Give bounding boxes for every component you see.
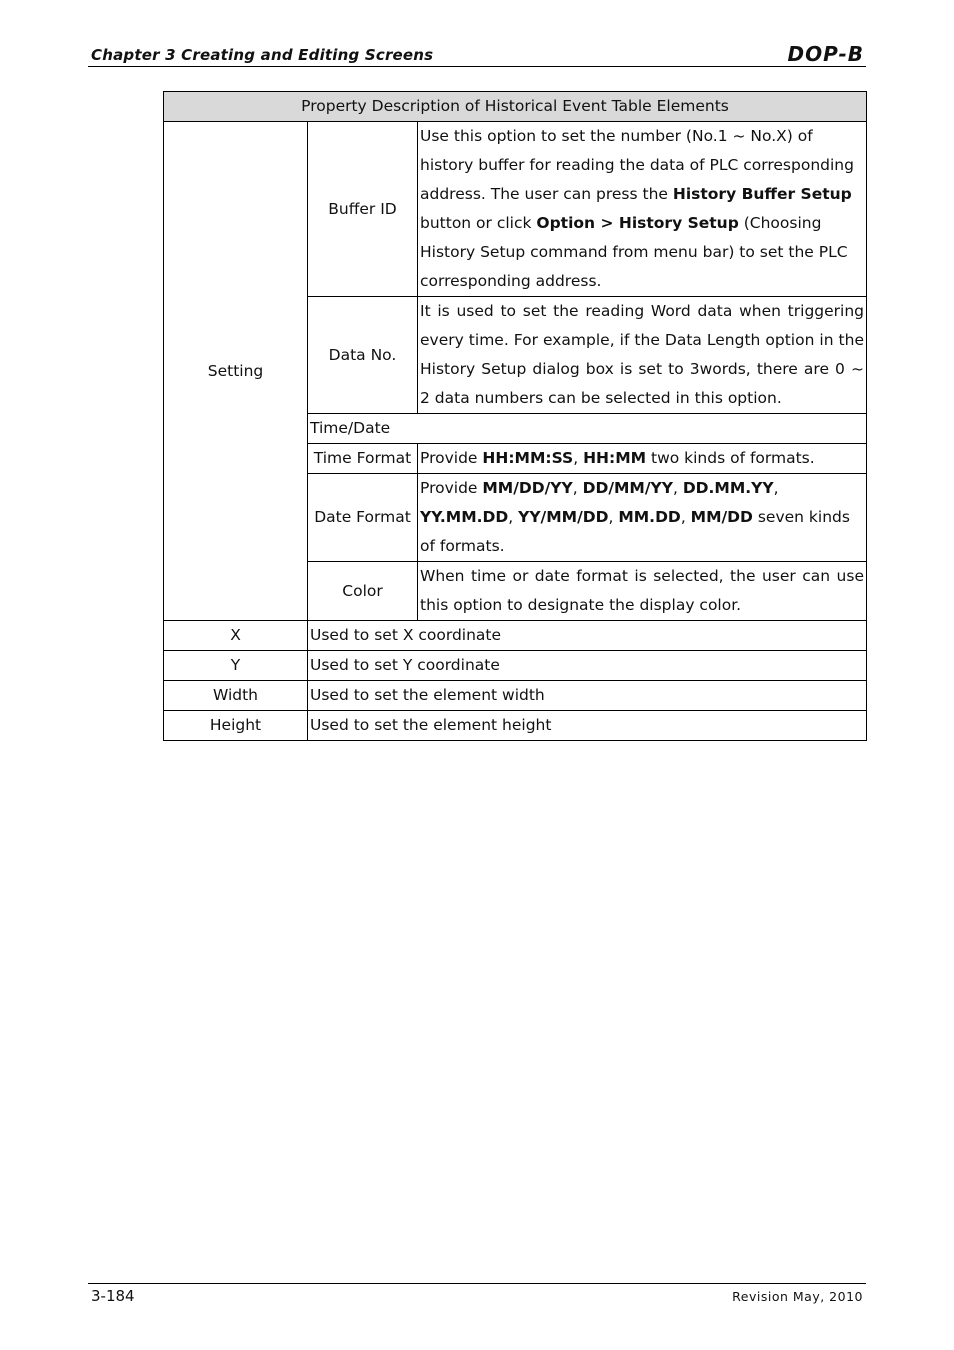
table-title-row (164, 92, 867, 122)
data-no-label: Data No. (308, 297, 418, 414)
table-row (164, 681, 867, 711)
table-title: Property Description of Historical Event Table Elements (164, 92, 867, 122)
table-row (164, 651, 867, 681)
height-label: Height (164, 711, 308, 741)
page-header (88, 40, 866, 67)
property-table (163, 91, 867, 741)
x-label: X (164, 621, 308, 651)
buffer-id-label: Buffer ID (308, 122, 418, 297)
width-desc: Used to set the element width (308, 681, 867, 711)
width-label: Width (164, 681, 308, 711)
buffer-id-desc: Use this option to set the number (No.1 ~ No.X) of history buffer for reading the data of PLC corresponding address. The user can press the History Buffer Setup button or click Option > History Setup (Choosing History Setup command from menu bar) to set the PLC corresponding address. (418, 122, 867, 297)
height-desc: Used to set the element height (308, 711, 867, 741)
data-no-desc: It is used to set the reading Word data when triggering every time. For example, if the Data Length option in the History Setup dialog box is set to 3words, there are 0 ~ 2 data numbers can be selected in this option. (418, 297, 867, 414)
brand-logo: DOP-B (787, 42, 864, 66)
page-number: 3-184 (91, 1287, 135, 1305)
table-row (164, 122, 867, 297)
page-footer (88, 1283, 866, 1305)
date-format-desc: Provide MM/DD/YY, DD/MM/YY, DD.MM.YY, YY.MM.DD, YY/MM/DD, MM.DD, MM/DD seven kinds of formats. (418, 474, 867, 562)
date-format-label: Date Format (308, 474, 418, 562)
revision-date: Revision May, 2010 (732, 1289, 863, 1304)
time-format-label: Time Format (308, 444, 418, 474)
time-date-label: Time/Date (308, 414, 867, 444)
color-desc: When time or date format is selected, the user can use this option to designate the display color. (418, 562, 867, 621)
chapter-title: Chapter 3 Creating and Editing Screens (91, 46, 434, 64)
table-row (164, 621, 867, 651)
y-desc: Used to set Y coordinate (308, 651, 867, 681)
setting-cell: Setting (164, 122, 308, 621)
time-format-desc: Provide HH:MM:SS, HH:MM two kinds of formats. (418, 444, 867, 474)
x-desc: Used to set X coordinate (308, 621, 867, 651)
color-label: Color (308, 562, 418, 621)
table-row (164, 711, 867, 741)
y-label: Y (164, 651, 308, 681)
